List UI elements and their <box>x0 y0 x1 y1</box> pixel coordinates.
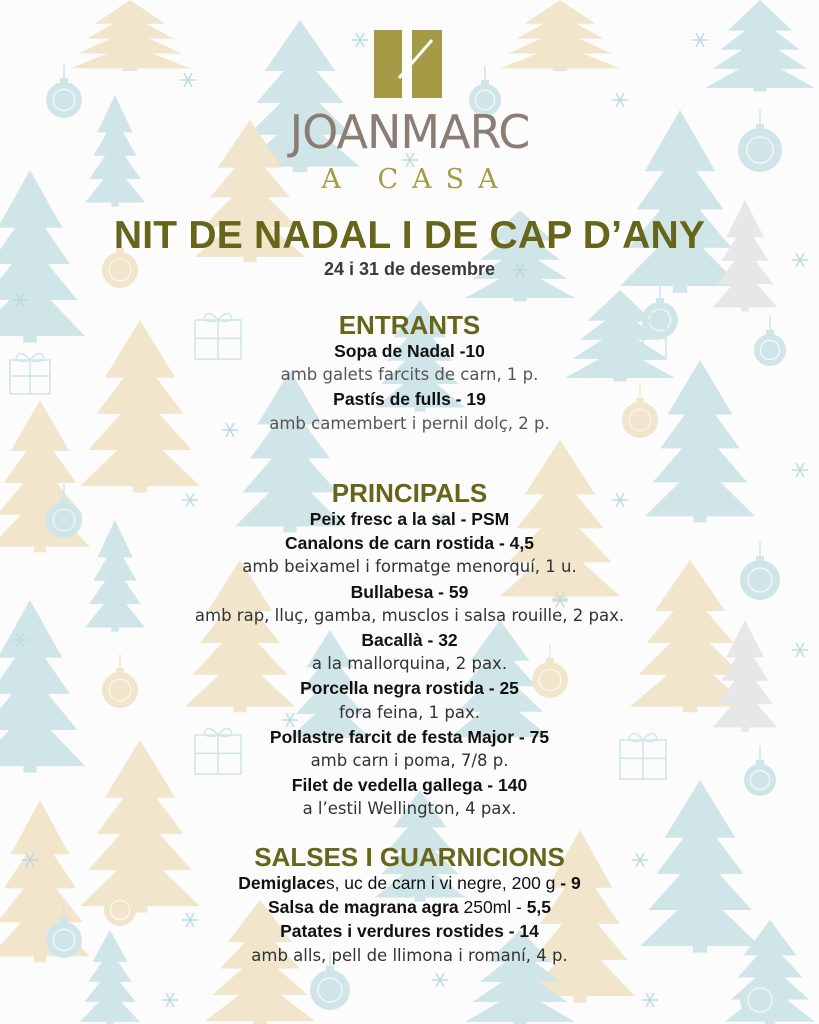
section-entrants <box>0 311 819 436</box>
menu-item-name: Bullabesa - 59 <box>350 581 469 602</box>
menu-item-line <box>0 895 819 919</box>
menu-item-desc: 250ml - <box>458 897 527 918</box>
menu-item-name: Porcella negra rostida - 25 <box>300 678 519 699</box>
section-principals <box>0 479 819 822</box>
menu-item-name: Sopa de Nadal -10 <box>334 341 485 361</box>
section-salses <box>0 843 819 968</box>
menu-item-desc: amb alls, pell de llimona i romaní, 4 p. <box>251 945 568 965</box>
menu-item-name: Filet de vedella gallega - 140 <box>291 775 528 796</box>
menu-item-name: Demiglace <box>238 873 326 893</box>
section-heading: SALSES I GUARNICIONS <box>254 842 565 872</box>
event-dates: 24 i 31 de desembre <box>323 259 496 279</box>
menu-item-line <box>0 871 819 895</box>
menu-item-name: Peix fresc a la sal - PSM <box>309 509 510 529</box>
menu-item-desc: amb rap, lluç, gamba, musclos i salsa rouille, 2 pax. <box>194 605 625 625</box>
menu-item-name: Pastís de fulls - 19 <box>333 389 486 410</box>
menu-item-desc: amb camembert i pernil dolç, 2 p. <box>269 413 550 433</box>
joanmarc-logo-icon <box>374 30 442 98</box>
menu-item-desc: a la mallorquina, 2 pax. <box>311 654 508 674</box>
menu-item-name: Pollastre farcit de festa Major - 75 <box>269 726 550 747</box>
menu-item-name: Bacallà - 32 <box>361 630 458 651</box>
menu-item-name: Patates i verdures rostides - 14 <box>280 921 539 942</box>
section-heading: PRINCIPALS <box>331 478 488 508</box>
page-title: NIT DE NADAL I DE CAP D’ANY <box>113 214 706 257</box>
menu-item-desc: amb carn i poma, 7/8 p. <box>310 751 509 771</box>
menu-item-desc: a l’estil Wellington, 4 pax. <box>302 799 517 819</box>
brand-subtitle: A CASA <box>321 164 512 195</box>
brand-name: JOANMARC <box>289 105 530 159</box>
menu-item-desc: amb galets farcits de carn, 1 p. <box>280 365 539 385</box>
menu-item-desc: amb beixamel i formatge menorquí, 1 u. <box>242 557 577 577</box>
menu-item-desc: fora feina, 1 pax. <box>339 702 480 722</box>
menu-item-name: Salsa de magrana agra <box>267 897 459 918</box>
menu-item-desc: s, uc de carn i vi negre, 200 g <box>325 873 556 893</box>
section-heading: ENTRANTS <box>338 310 481 340</box>
menu-item-price: 5,5 <box>526 897 552 918</box>
menu-item-name: Canalons de carn rostida - 4,5 <box>285 533 534 554</box>
menu-item-price: - 9 <box>555 873 581 893</box>
